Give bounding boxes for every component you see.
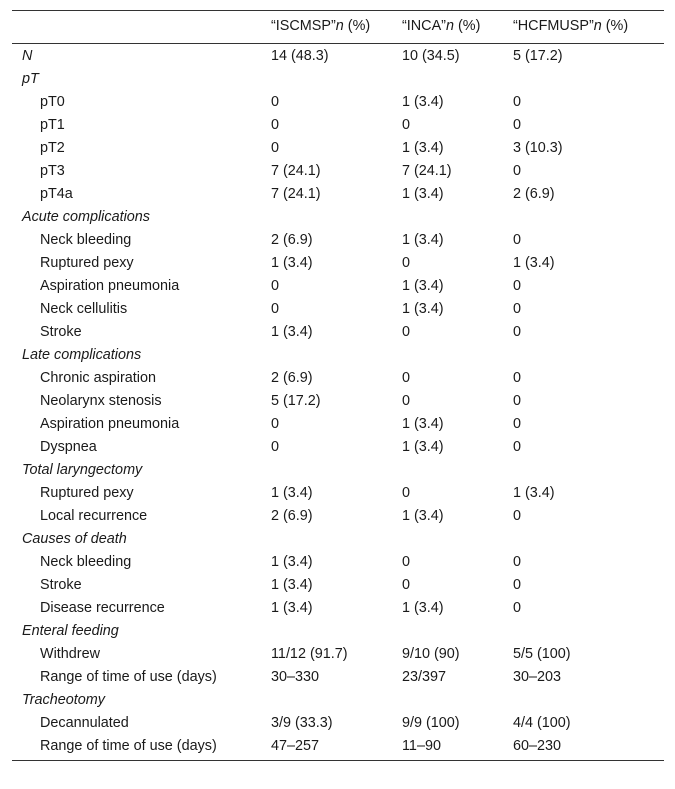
row-label: pT4a	[40, 186, 73, 202]
value-inca: 9/9 (100)	[402, 715, 460, 731]
value-iscmsp: 47–257	[271, 735, 402, 761]
value-hcfmusp: 1 (3.4)	[513, 485, 555, 501]
table-row	[12, 643, 664, 666]
header-inca-suffix: (%)	[453, 18, 481, 34]
value-inca: 1 (3.4)	[402, 186, 444, 202]
value-hcfmusp: 4/4 (100)	[513, 715, 571, 731]
value-iscmsp	[271, 68, 402, 91]
header-inca-name: “INCA”	[402, 18, 446, 34]
value-iscmsp: 2 (6.9)	[271, 508, 313, 524]
value-iscmsp	[271, 344, 402, 367]
row-label: pT1	[40, 117, 65, 133]
header-blank-cell	[12, 11, 271, 44]
value-inca	[402, 68, 513, 91]
row-label: Dyspnea	[40, 439, 97, 455]
value-hcfmusp: 0	[513, 163, 522, 179]
table-row	[12, 436, 664, 459]
row-label: pT3	[40, 163, 65, 179]
value-iscmsp: 2 (6.9)	[271, 370, 313, 386]
value-hcfmusp: 1 (3.4)	[513, 255, 555, 271]
complications-table	[12, 10, 664, 761]
table-body	[12, 44, 664, 761]
value-hcfmusp: 0	[513, 117, 522, 133]
value-inca	[402, 528, 513, 551]
header-iscmsp-unit: n	[335, 18, 344, 34]
value-inca	[402, 344, 513, 367]
value-iscmsp: 1 (3.4)	[271, 485, 313, 501]
value-inca: 23/397	[402, 669, 447, 685]
section-row	[12, 528, 664, 551]
table-row	[12, 275, 664, 298]
header-hcfmusp	[513, 11, 664, 44]
value-iscmsp: 0	[271, 117, 280, 133]
header-inca-unit: n	[445, 18, 454, 34]
value-hcfmusp: 5/5 (100)	[513, 646, 571, 662]
value-iscmsp: 7 (24.1)	[271, 163, 321, 179]
table-row	[12, 137, 664, 160]
value-inca: 1 (3.4)	[402, 439, 444, 455]
value-inca: 0	[402, 554, 411, 570]
value-iscmsp	[271, 689, 402, 712]
value-hcfmusp: 0	[513, 416, 522, 432]
row-label: Neck bleeding	[40, 554, 132, 570]
value-iscmsp: 0	[271, 94, 280, 110]
value-hcfmusp: 0	[513, 324, 522, 340]
value-hcfmusp	[513, 206, 664, 229]
value-iscmsp: 2 (6.9)	[271, 232, 313, 248]
section-row	[12, 344, 664, 367]
row-label: Disease recurrence	[40, 600, 165, 616]
value-inca: 1 (3.4)	[402, 278, 444, 294]
value-iscmsp: 1 (3.4)	[271, 600, 313, 616]
section-label: pT	[22, 71, 39, 87]
value-inca: 0	[402, 255, 411, 271]
value-hcfmusp: 0	[513, 439, 522, 455]
table-row	[12, 44, 664, 69]
value-hcfmusp	[513, 528, 664, 551]
header-iscmsp-suffix: (%)	[343, 18, 371, 34]
value-iscmsp	[271, 206, 402, 229]
value-hcfmusp	[513, 459, 664, 482]
value-hcfmusp: 0	[513, 600, 522, 616]
row-label: Ruptured pexy	[40, 255, 134, 271]
row-label: Chronic aspiration	[40, 370, 156, 386]
value-inca: 1 (3.4)	[402, 600, 444, 616]
value-inca: 0	[402, 370, 411, 386]
row-label: Aspiration pneumonia	[40, 416, 180, 432]
row-label: Neolarynx stenosis	[40, 393, 162, 409]
row-label: Decannulated	[40, 715, 129, 731]
table-row	[12, 160, 664, 183]
table-row	[12, 413, 664, 436]
value-inca: 11–90	[402, 735, 513, 761]
header-row	[12, 11, 664, 44]
table-row	[12, 252, 664, 275]
value-hcfmusp: 30–203	[513, 669, 562, 685]
row-label: Neck cellulitis	[40, 301, 128, 317]
value-inca: 9/10 (90)	[402, 646, 460, 662]
row-label: Aspiration pneumonia	[40, 278, 180, 294]
value-hcfmusp: 0	[513, 508, 522, 524]
value-hcfmusp: 60–230	[513, 735, 664, 761]
value-hcfmusp: 0	[513, 94, 522, 110]
value-hcfmusp	[513, 344, 664, 367]
value-iscmsp: 0	[271, 416, 280, 432]
row-label: pT2	[40, 140, 65, 156]
value-inca: 1 (3.4)	[402, 232, 444, 248]
value-iscmsp: 1 (3.4)	[271, 324, 313, 340]
value-iscmsp	[271, 528, 402, 551]
row-label: Local recurrence	[40, 508, 148, 524]
value-hcfmusp	[513, 689, 664, 712]
value-inca	[402, 206, 513, 229]
section-label: Enteral feeding	[22, 623, 119, 639]
table-row	[12, 735, 664, 761]
value-inca: 1 (3.4)	[402, 140, 444, 156]
value-inca: 0	[402, 324, 411, 340]
table-row	[12, 367, 664, 390]
row-label: Range of time of use (days)	[12, 735, 271, 761]
header-hcfmusp-name: “HCFMUSP”	[513, 18, 594, 34]
value-hcfmusp: 3 (10.3)	[513, 140, 563, 156]
value-inca: 1 (3.4)	[402, 508, 444, 524]
value-hcfmusp: 0	[513, 370, 522, 386]
row-label: pT0	[40, 94, 65, 110]
value-hcfmusp	[513, 620, 664, 643]
header-inca	[402, 11, 513, 44]
section-label: Tracheotomy	[22, 692, 105, 708]
value-hcfmusp: 0	[513, 393, 522, 409]
value-hcfmusp: 0	[513, 278, 522, 294]
section-row	[12, 206, 664, 229]
table-header	[12, 11, 664, 44]
row-label: Ruptured pexy	[40, 485, 134, 501]
value-inca: 10 (34.5)	[402, 48, 460, 64]
value-inca: 0	[402, 393, 411, 409]
value-iscmsp	[271, 620, 402, 643]
table-row	[12, 551, 664, 574]
value-inca: 1 (3.4)	[402, 94, 444, 110]
row-label: Stroke	[40, 324, 82, 340]
value-iscmsp: 0	[271, 140, 280, 156]
table-row	[12, 597, 664, 620]
value-iscmsp: 1 (3.4)	[271, 255, 313, 271]
value-iscmsp: 1 (3.4)	[271, 554, 313, 570]
value-hcfmusp: 0	[513, 554, 522, 570]
value-inca	[402, 459, 513, 482]
section-label: Late complications	[22, 347, 142, 363]
value-hcfmusp	[513, 68, 664, 91]
value-iscmsp: 14 (48.3)	[271, 48, 329, 64]
header-hcfmusp-suffix: (%)	[601, 18, 629, 34]
value-inca: 0	[402, 117, 411, 133]
value-iscmsp: 0	[271, 439, 280, 455]
section-label: Causes of death	[22, 531, 127, 547]
value-inca: 1 (3.4)	[402, 416, 444, 432]
table-row	[12, 666, 664, 689]
value-inca: 0	[402, 577, 411, 593]
value-hcfmusp: 0	[513, 301, 522, 317]
value-iscmsp: 7 (24.1)	[271, 186, 321, 202]
value-iscmsp: 0	[271, 301, 280, 317]
table-row	[12, 321, 664, 344]
row-label: Stroke	[40, 577, 82, 593]
section-label: Total laryngectomy	[22, 462, 143, 478]
value-iscmsp: 5 (17.2)	[271, 393, 321, 409]
value-iscmsp: 0	[271, 278, 280, 294]
table-row	[12, 390, 664, 413]
table-row	[12, 229, 664, 252]
table-row	[12, 298, 664, 321]
value-inca: 0	[402, 485, 411, 501]
section-label: Acute complications	[22, 209, 150, 225]
table-row	[12, 482, 664, 505]
section-row	[12, 459, 664, 482]
row-label: N	[22, 48, 33, 64]
value-iscmsp	[271, 459, 402, 482]
value-hcfmusp: 0	[513, 577, 522, 593]
table-row	[12, 114, 664, 137]
value-iscmsp: 3/9 (33.3)	[271, 715, 333, 731]
table-row	[12, 505, 664, 528]
value-iscmsp: 30–330	[271, 669, 320, 685]
value-inca	[402, 620, 513, 643]
value-inca: 7 (24.1)	[402, 163, 452, 179]
value-iscmsp: 1 (3.4)	[271, 577, 313, 593]
row-label: Neck bleeding	[40, 232, 132, 248]
section-row	[12, 68, 664, 91]
table-row	[12, 183, 664, 206]
row-label: Range of time of use (days)	[40, 669, 217, 685]
section-row	[12, 689, 664, 712]
table-row	[12, 712, 664, 735]
table-row	[12, 574, 664, 597]
value-hcfmusp: 5 (17.2)	[513, 48, 563, 64]
value-inca	[402, 689, 513, 712]
value-iscmsp: 11/12 (91.7)	[271, 646, 348, 662]
header-hcfmusp-unit: n	[593, 18, 602, 34]
row-label: Withdrew	[40, 646, 100, 662]
value-hcfmusp: 2 (6.9)	[513, 186, 555, 202]
header-iscmsp	[271, 11, 402, 44]
header-iscmsp-name: “ISCMSP”	[271, 18, 336, 34]
value-inca: 1 (3.4)	[402, 301, 444, 317]
table-row	[12, 91, 664, 114]
section-row	[12, 620, 664, 643]
value-hcfmusp: 0	[513, 232, 522, 248]
